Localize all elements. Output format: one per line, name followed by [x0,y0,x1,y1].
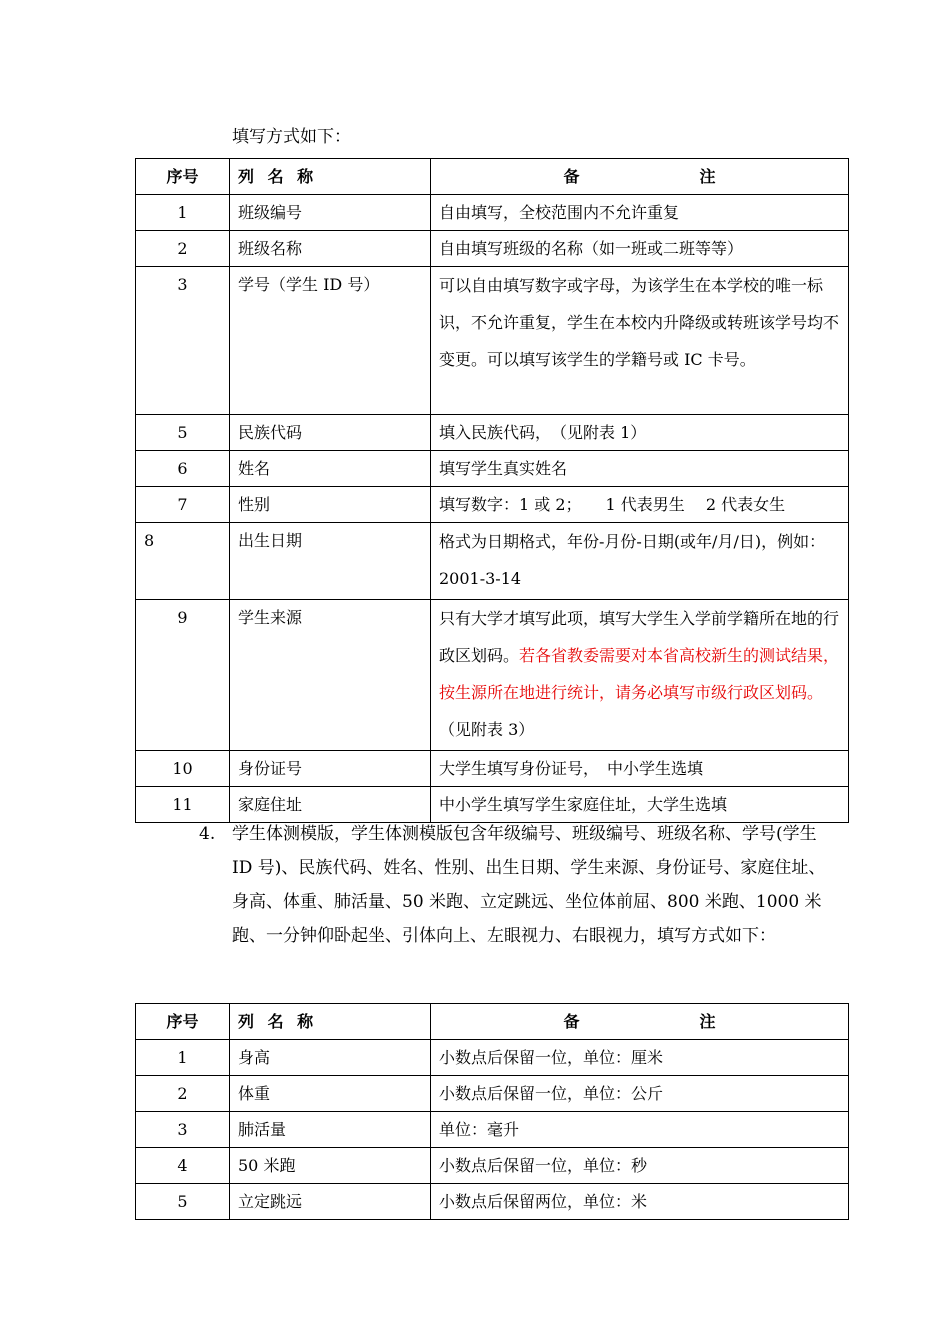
row-note: 小数点后保留两位，单位：米 [431,1184,849,1220]
row-name: 出生日期 [230,523,431,600]
row-no: 3 [136,267,230,415]
table-row [136,600,849,751]
row-name: 体重 [230,1076,431,1112]
row-note: 可以自由填写数字或字母，为该学生在本学校的唯一标识，不允许重复，学生在本校内升降级或转班该学号均不变更。可以填写该学生的学籍号或 IC 卡号。 [431,267,849,415]
table-row [136,1148,849,1184]
row-name: 姓名 [230,451,431,487]
row-no: 1 [136,1040,230,1076]
row-name: 民族代码 [230,415,431,451]
row-note: 大学生填写身份证号， 中小学生选填 [431,751,849,787]
row-no: 8 [136,523,230,600]
row-no: 6 [136,451,230,487]
row-name: 班级编号 [230,195,431,231]
row-no: 2 [136,1076,230,1112]
row-name: 50 米跑 [230,1148,431,1184]
row-note: 只有大学才填写此项，填写大学生入学前学籍所在地的行政区划码。若各省教委需要对本省高校新生的测试结果，按生源所在地进行统计，请务必填写市级行政区划码。（见附表 3） [431,600,849,751]
row-note: 填入民族代码， （见附表 1） [431,415,849,451]
row-name: 家庭住址 [230,787,431,823]
row-name: 性别 [230,487,431,523]
table-header-row [136,159,849,195]
row-note: 小数点后保留一位，单位：公斤 [431,1076,849,1112]
header-name: 列 名 称 [230,1004,431,1040]
intro-text: 填写方式如下： [232,127,351,147]
row-no: 9 [136,600,230,751]
row-name: 班级名称 [230,231,431,267]
header-no: 序号 [136,1004,230,1040]
row-note: 自由填写班级的名称（如一班或二班等等） [431,231,849,267]
row-name: 立定跳远 [230,1184,431,1220]
table-row [136,231,849,267]
row-no: 1 [136,195,230,231]
field-table-2 [135,1003,849,1220]
row-no: 5 [136,415,230,451]
row-note: 小数点后保留一位，单位：厘米 [431,1040,849,1076]
row-name: 学号（学生 ID 号） [230,267,431,415]
row-name: 学生来源 [230,600,431,751]
table-row [136,415,849,451]
row-no: 10 [136,751,230,787]
row-no: 4 [136,1148,230,1184]
row-name: 肺活量 [230,1112,431,1148]
table-row [136,1184,849,1220]
table-row [136,1040,849,1076]
row-note: 单位：毫升 [431,1112,849,1148]
row-note: 填写数字：1 或 2； 1 代表男生 2 代表女生 [431,487,849,523]
row-no: 3 [136,1112,230,1148]
header-no: 序号 [136,159,230,195]
row-no: 7 [136,487,230,523]
table-row [136,751,849,787]
row-note: 小数点后保留一位，单位：秒 [431,1148,849,1184]
table-row [136,487,849,523]
section-4-paragraph [199,817,829,953]
table-header-row [136,1004,849,1040]
table-row [136,195,849,231]
row-name: 身份证号 [230,751,431,787]
section-number: 4. [199,824,216,844]
header-note: 备 注 [431,159,849,195]
header-name: 列 名 称 [230,159,431,195]
table-row [136,267,849,415]
row-note: 中小学生填写学生家庭住址，大学生选填 [431,787,849,823]
table-row [136,1076,849,1112]
row-note: 填写学生真实姓名 [431,451,849,487]
row-note: 自由填写，全校范围内不允许重复 [431,195,849,231]
row-no: 2 [136,231,230,267]
row-no: 11 [136,787,230,823]
header-note: 备 注 [431,1004,849,1040]
section-text: 学生体测模版，学生体测模版包含年级编号、班级编号、班级名称、学号(学生 ID 号)、民族代码、姓名、性别、出生日期、学生来源、身份证号、家庭住址、身高、体重、肺活量、50 米跑、立定跳远、坐位体前屈、800 米跑、1000 米跑、一分钟仰卧起坐、引体向上、左眼视力、右眼视力，填写方式如下： [232,824,826,946]
row-note: 格式为日期格式，年份-月份-日期(或年/月/日)，例如：2001-3-14 [431,523,849,600]
row-name: 身高 [230,1040,431,1076]
table-row [136,451,849,487]
table-row [136,1112,849,1148]
table-row [136,523,849,600]
field-table-1 [135,158,849,823]
row-no: 5 [136,1184,230,1220]
